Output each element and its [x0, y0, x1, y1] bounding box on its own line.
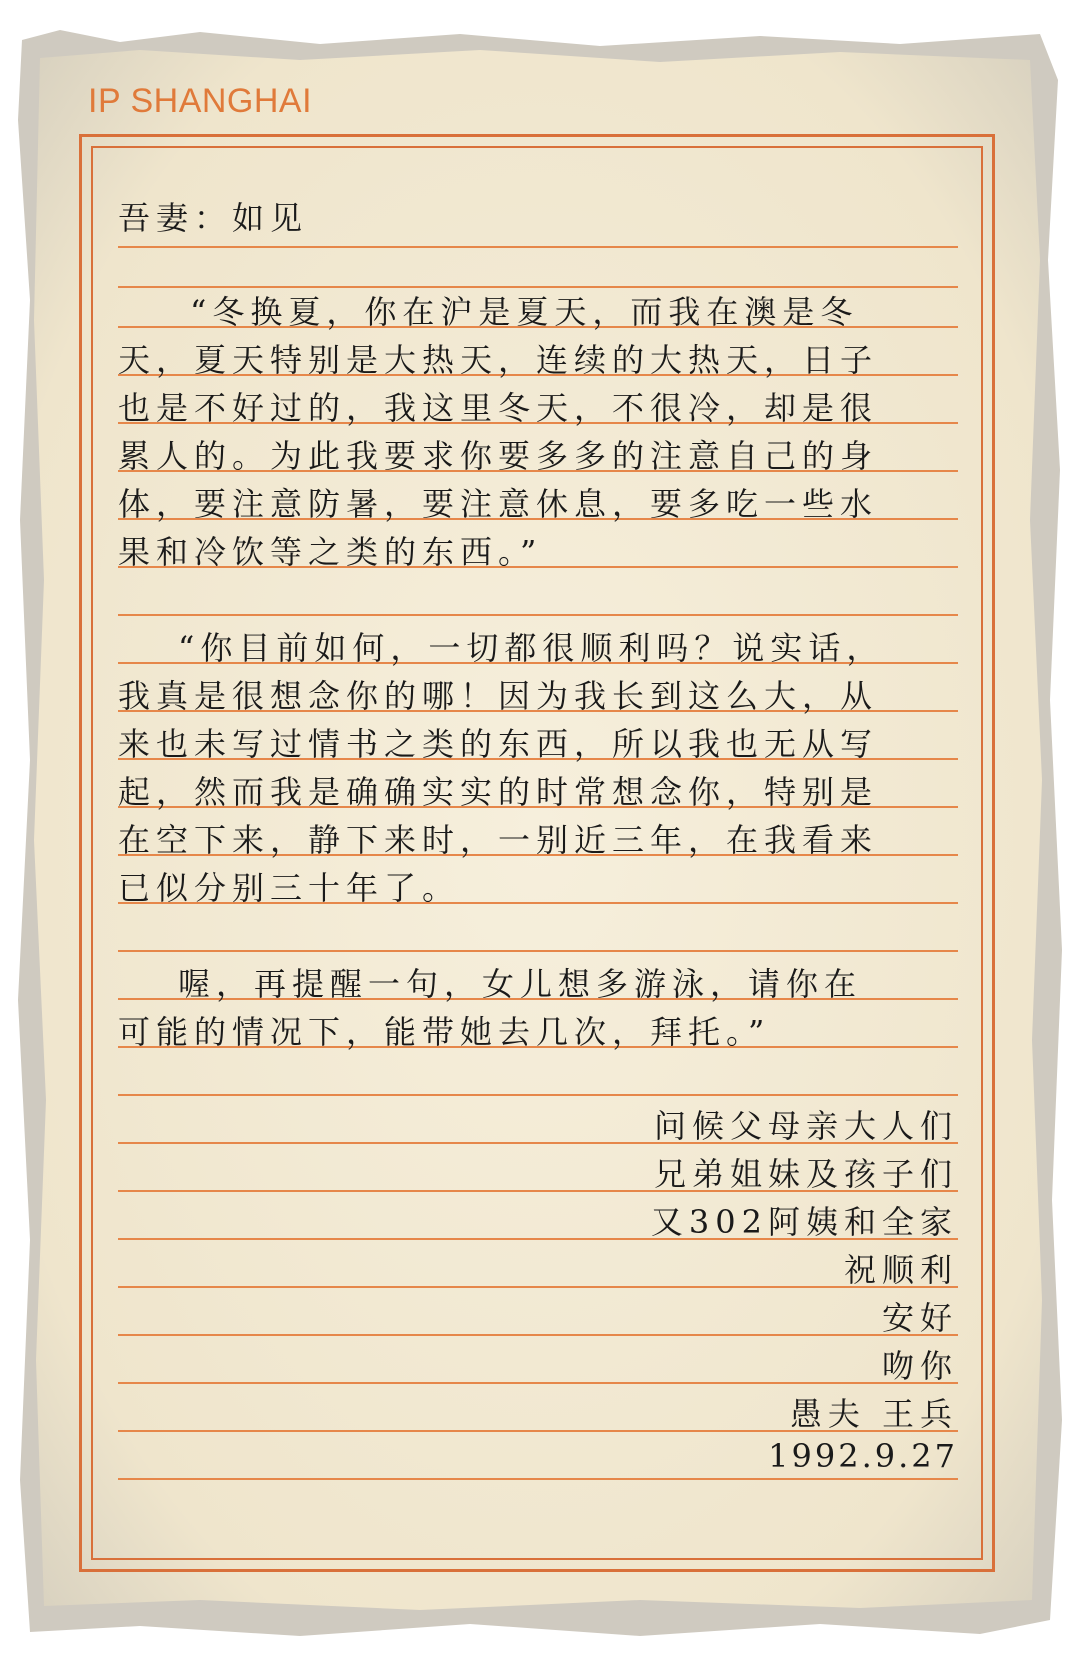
closing-line: 安好: [881, 1299, 958, 1337]
p1-line: 天，夏天特别是大热天，连续的大热天，日子: [118, 341, 879, 379]
ruled-line: [118, 1382, 958, 1384]
p1-line: “冬换夏，你在沪是夏天，而我在澳是冬: [190, 293, 859, 331]
p2-line: 已似分别三十年了。: [118, 869, 461, 907]
ruled-line: [118, 614, 958, 616]
ruled-line: [118, 1094, 958, 1096]
signature: 愚夫 王兵: [789, 1395, 958, 1433]
closing-line: 吻你: [881, 1347, 958, 1385]
ruled-line: [118, 286, 958, 288]
p2-line: 来也未写过情书之类的东西，所以我也无从写: [118, 725, 879, 763]
p1-line: 累人的。为此我要求你要多多的注意自己的身: [118, 437, 879, 475]
p2-line: 起，然而我是确确实实的时常想念你，特别是: [118, 773, 879, 811]
p3-line: 可能的情况下，能带她去几次，拜托。”: [118, 1013, 771, 1051]
letter-date: 1992.9.27: [768, 1437, 958, 1475]
ruled-line: [118, 1334, 958, 1336]
p2-line: “你目前如何，一切都很顺利吗？说实话，: [178, 629, 885, 667]
closing-line: 又302阿姨和全家: [650, 1203, 958, 1241]
salutation: 吾妻：如见: [118, 199, 309, 237]
p3-line: 喔，再提醒一句，女儿想多游泳，请你在: [178, 965, 863, 1003]
p1-line: 体，要注意防暑，要注意休息，要多吃一些水: [118, 485, 879, 523]
closing-line: 兄弟姐妹及孩子们: [653, 1155, 958, 1193]
p2-line: 我真是很想念你的哪！因为我长到这么大，从: [118, 677, 879, 715]
p1-line: 果和冷饮等之类的东西。”: [118, 533, 543, 571]
p1-line: 也是不好过的，我这里冬天，不很冷，却是很: [118, 389, 879, 427]
ruled-line: [118, 1478, 958, 1480]
ruled-line: [118, 1286, 958, 1288]
p2-line: 在空下来，静下来时，一别近三年，在我看来: [118, 821, 879, 859]
brand-logo-text: IP SHANGHAI: [88, 82, 313, 120]
ruled-line: [118, 246, 958, 248]
ruled-line: [118, 950, 958, 952]
closing-line: 祝顺利: [843, 1251, 958, 1289]
closing-line: 问候父母亲大人们: [653, 1107, 958, 1145]
